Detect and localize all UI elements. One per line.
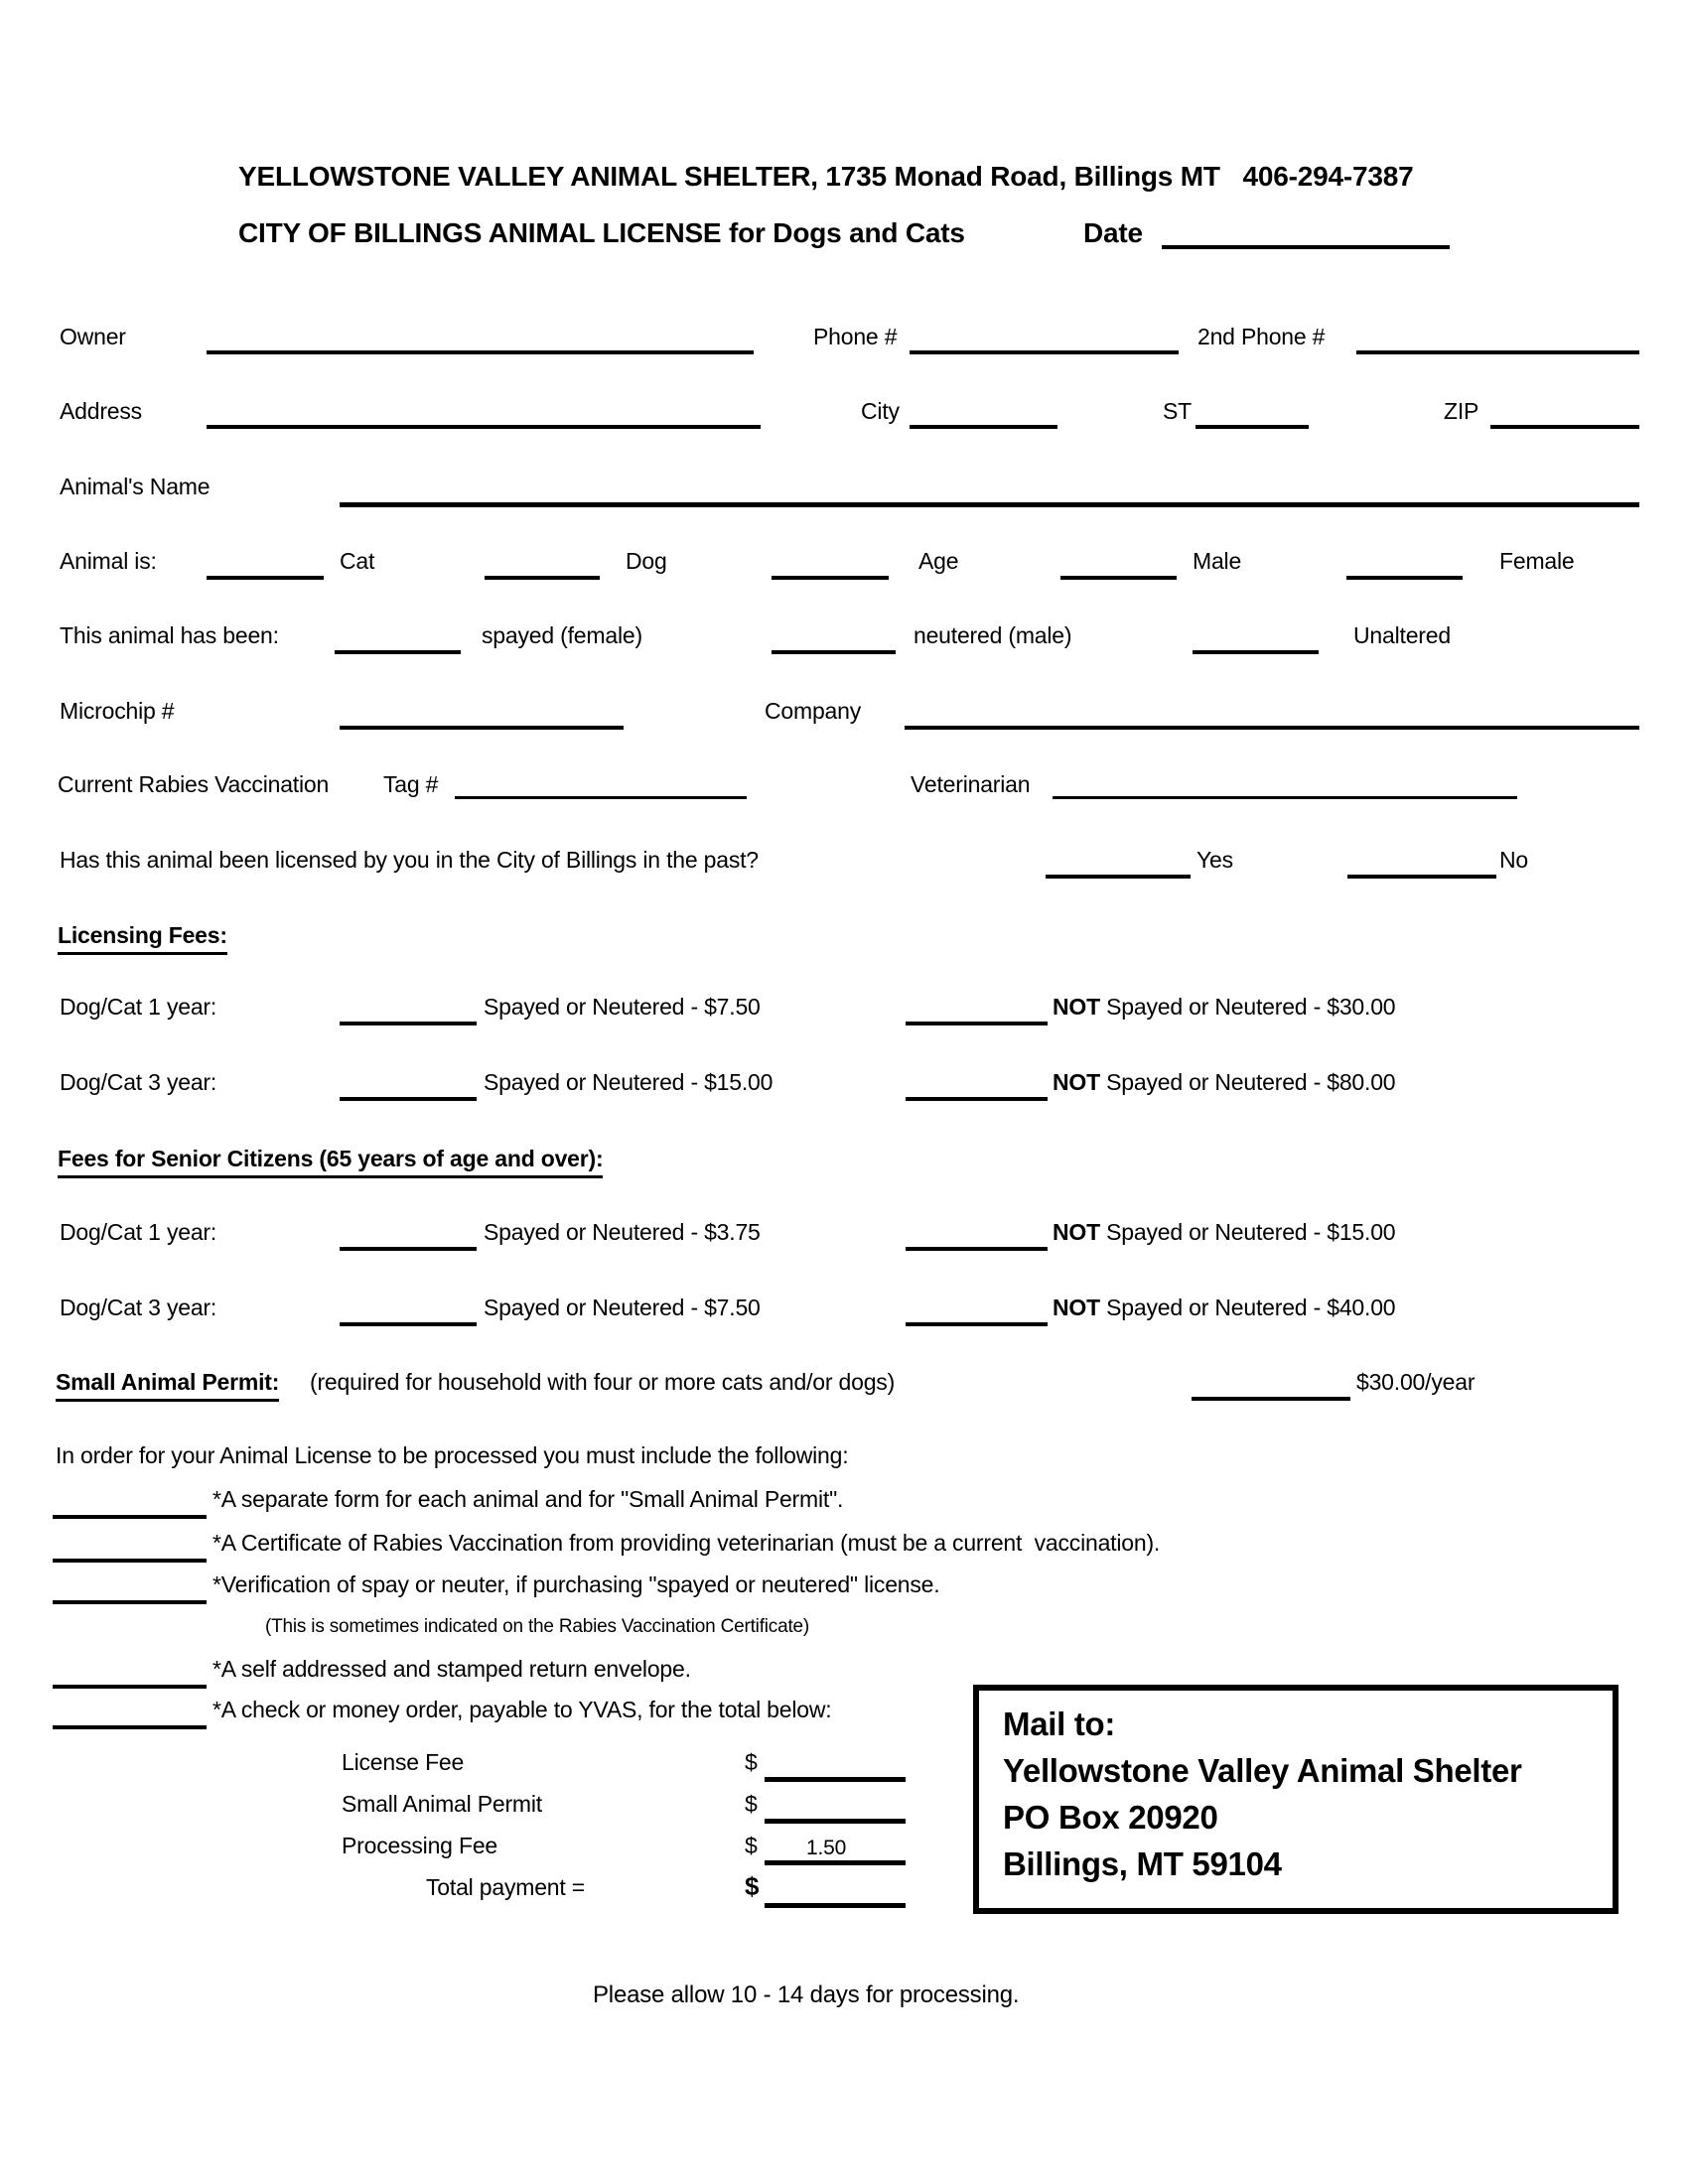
form-subtitle: CITY OF BILLINGS ANIMAL LICENSE for Dogs and Cats xyxy=(238,217,965,248)
fee-3yr-spayed-field-line[interactable] xyxy=(340,1097,477,1101)
company-label: Company xyxy=(765,698,862,724)
senior-3yr-spayed-label: Spayed or Neutered - $7.50 xyxy=(484,1295,761,1320)
senior-3yr-not-label xyxy=(1053,1295,1395,1322)
veterinarian-field-line[interactable] xyxy=(1053,796,1517,799)
total-payment-label: Total payment = xyxy=(426,1874,586,1900)
requirement-item-1: *A separate form for each animal and for "Small Animal Permit". xyxy=(212,1486,844,1512)
senior-3yr-not-rest: Spayed or Neutered - $40.00 xyxy=(1099,1295,1396,1320)
processing-time-note: Please allow 10 - 14 days for processing. xyxy=(593,1981,1020,2008)
license-fee-amount-line[interactable] xyxy=(765,1777,906,1782)
age-label: Age xyxy=(918,548,959,574)
permit-fee-label: Small Animal Permit xyxy=(342,1791,542,1817)
phone2-field-line[interactable] xyxy=(1356,350,1639,354)
mail-to-heading: Mail to: xyxy=(1003,1706,1116,1742)
small-animal-permit-heading: Small Animal Permit: xyxy=(56,1369,279,1402)
senior-3yr-not-bold: NOT xyxy=(1053,1295,1100,1320)
microchip-label: Microchip # xyxy=(60,698,175,724)
fee-3yr-not-field-line[interactable] xyxy=(906,1097,1048,1101)
date-field-line[interactable] xyxy=(1162,245,1450,249)
senior-3yr-not-field-line[interactable] xyxy=(906,1322,1048,1326)
licensed-yes-label: Yes xyxy=(1196,847,1233,873)
neutered-label: neutered (male) xyxy=(914,622,1072,648)
address-field-line[interactable] xyxy=(207,425,761,429)
requirement-check-line-1[interactable] xyxy=(53,1515,207,1519)
phone-field-line[interactable] xyxy=(910,350,1179,354)
cat-field-line[interactable] xyxy=(207,576,324,580)
female-label: Female xyxy=(1499,548,1575,574)
processing-fee-label: Processing Fee xyxy=(342,1833,497,1858)
fee-3yr-spayed-label: Spayed or Neutered - $15.00 xyxy=(484,1069,774,1095)
microchip-field-line[interactable] xyxy=(340,726,624,730)
requirement-note: (This is sometimes indicated on the Rabies Vaccination Certificate) xyxy=(265,1616,810,1637)
animal-name-label: Animal's Name xyxy=(60,474,211,499)
mail-to-city: Billings, MT 59104 xyxy=(1003,1845,1282,1882)
mail-to-box xyxy=(973,1685,1618,1914)
form-title: YELLOWSTONE VALLEY ANIMAL SHELTER, 1735 Monad Road, Billings MT 406-294-7387 xyxy=(238,161,1414,192)
st-label: ST xyxy=(1163,398,1192,424)
owner-label: Owner xyxy=(60,324,126,349)
licensed-yes-field-line[interactable] xyxy=(1046,875,1191,879)
requirement-check-line-5[interactable] xyxy=(53,1725,207,1729)
requirement-item-2: *A Certificate of Rabies Vaccination from providing veterinarian (must be a current vaccination). xyxy=(212,1530,1161,1556)
city-field-line[interactable] xyxy=(910,425,1057,429)
fee-1yr-spayed-label: Spayed or Neutered - $7.50 xyxy=(484,994,761,1020)
permit-fee-dollar-sign: $ xyxy=(745,1791,758,1817)
fee-1yr-label: Dog/Cat 1 year: xyxy=(60,994,217,1020)
spayed-label: spayed (female) xyxy=(482,622,642,648)
fee-1yr-not-bold: NOT xyxy=(1053,994,1100,1020)
senior-1yr-not-label xyxy=(1053,1219,1395,1247)
senior-fees-heading: Fees for Senior Citizens (65 years of age and over): xyxy=(58,1146,603,1178)
male-label: Male xyxy=(1193,548,1242,574)
total-payment-amount-line[interactable] xyxy=(765,1903,906,1908)
fee-3yr-not-rest: Spayed or Neutered - $80.00 xyxy=(1099,1069,1396,1095)
license-fee-dollar-sign: $ xyxy=(745,1749,758,1775)
female-field-line[interactable] xyxy=(1346,576,1463,580)
dog-label: Dog xyxy=(626,548,667,574)
cat-label: Cat xyxy=(340,548,375,574)
processing-fee-dollar-sign: $ xyxy=(745,1833,758,1858)
small-animal-permit-description: (required for household with four or more cats and/or dogs) xyxy=(310,1369,896,1395)
processing-fee-value: 1.50 xyxy=(806,1837,847,1859)
fee-3yr-not-label xyxy=(1053,1069,1395,1097)
spayed-field-line[interactable] xyxy=(335,650,461,654)
phone-label: Phone # xyxy=(813,324,898,349)
company-field-line[interactable] xyxy=(905,726,1639,730)
zip-field-line[interactable] xyxy=(1490,425,1639,429)
requirement-item-3: *Verification of spay or neuter, if purchasing "spayed or neutered" license. xyxy=(212,1571,940,1597)
fee-3yr-not-bold: NOT xyxy=(1053,1069,1100,1095)
requirements-intro: In order for your Animal License to be processed you must include the following: xyxy=(56,1442,849,1468)
small-animal-permit-field-line[interactable] xyxy=(1192,1397,1350,1401)
licensed-no-label: No xyxy=(1499,847,1529,873)
tag-field-line[interactable] xyxy=(455,796,747,799)
tag-label: Tag # xyxy=(383,771,439,797)
city-label: City xyxy=(861,398,900,424)
requirement-check-line-2[interactable] xyxy=(53,1559,207,1563)
address-label: Address xyxy=(60,398,142,424)
male-field-line[interactable] xyxy=(1060,576,1177,580)
mail-to-po-box: PO Box 20920 xyxy=(1003,1799,1218,1836)
animal-is-label: Animal is: xyxy=(60,548,157,574)
neutered-field-line[interactable] xyxy=(772,650,896,654)
total-payment-dollar-sign: $ xyxy=(745,1871,760,1901)
small-animal-permit-price: $30.00/year xyxy=(1356,1369,1476,1395)
senior-1yr-label: Dog/Cat 1 year: xyxy=(60,1219,217,1245)
requirement-item-5: *A check or money order, payable to YVAS, for the total below: xyxy=(212,1697,832,1722)
licensed-no-field-line[interactable] xyxy=(1347,875,1496,879)
licensing-fees-heading: Licensing Fees: xyxy=(58,922,227,955)
zip-label: ZIP xyxy=(1444,398,1479,424)
veterinarian-label: Veterinarian xyxy=(911,771,1031,797)
senior-1yr-spayed-label: Spayed or Neutered - $3.75 xyxy=(484,1219,761,1245)
senior-1yr-not-rest: Spayed or Neutered - $15.00 xyxy=(1099,1219,1396,1245)
fee-1yr-not-field-line[interactable] xyxy=(906,1022,1048,1025)
unaltered-label: Unaltered xyxy=(1353,622,1451,648)
licensed-question: Has this animal been licensed by you in the City of Billings in the past? xyxy=(60,847,759,873)
animal-name-field-line[interactable] xyxy=(340,502,1639,507)
senior-3yr-spayed-field-line[interactable] xyxy=(340,1322,477,1326)
fee-1yr-not-label xyxy=(1053,994,1395,1022)
phone2-label: 2nd Phone # xyxy=(1197,324,1326,349)
st-field-line[interactable] xyxy=(1196,425,1309,429)
processing-fee-amount-line[interactable] xyxy=(765,1860,906,1865)
senior-1yr-spayed-field-line[interactable] xyxy=(340,1247,477,1251)
rabies-label: Current Rabies Vaccination xyxy=(58,771,330,797)
requirement-item-4: *A self addressed and stamped return envelope. xyxy=(212,1656,691,1682)
permit-fee-amount-line[interactable] xyxy=(765,1819,906,1824)
requirement-check-line-3[interactable] xyxy=(53,1600,207,1604)
senior-1yr-not-field-line[interactable] xyxy=(906,1247,1048,1251)
mail-to-name: Yellowstone Valley Animal Shelter xyxy=(1003,1752,1522,1789)
altered-label: This animal has been: xyxy=(60,622,279,648)
dog-field-line[interactable] xyxy=(485,576,600,580)
date-label: Date xyxy=(1083,217,1143,248)
fee-3yr-label: Dog/Cat 3 year: xyxy=(60,1069,217,1095)
age-field-line[interactable] xyxy=(772,576,889,580)
unaltered-field-line[interactable] xyxy=(1193,650,1319,654)
owner-field-line[interactable] xyxy=(207,350,754,354)
license-fee-label: License Fee xyxy=(342,1749,465,1775)
senior-1yr-not-bold: NOT xyxy=(1053,1219,1100,1245)
senior-3yr-label: Dog/Cat 3 year: xyxy=(60,1295,217,1320)
fee-1yr-not-rest: Spayed or Neutered - $30.00 xyxy=(1099,994,1396,1020)
fee-1yr-spayed-field-line[interactable] xyxy=(340,1022,477,1025)
requirement-check-line-4[interactable] xyxy=(53,1685,207,1689)
